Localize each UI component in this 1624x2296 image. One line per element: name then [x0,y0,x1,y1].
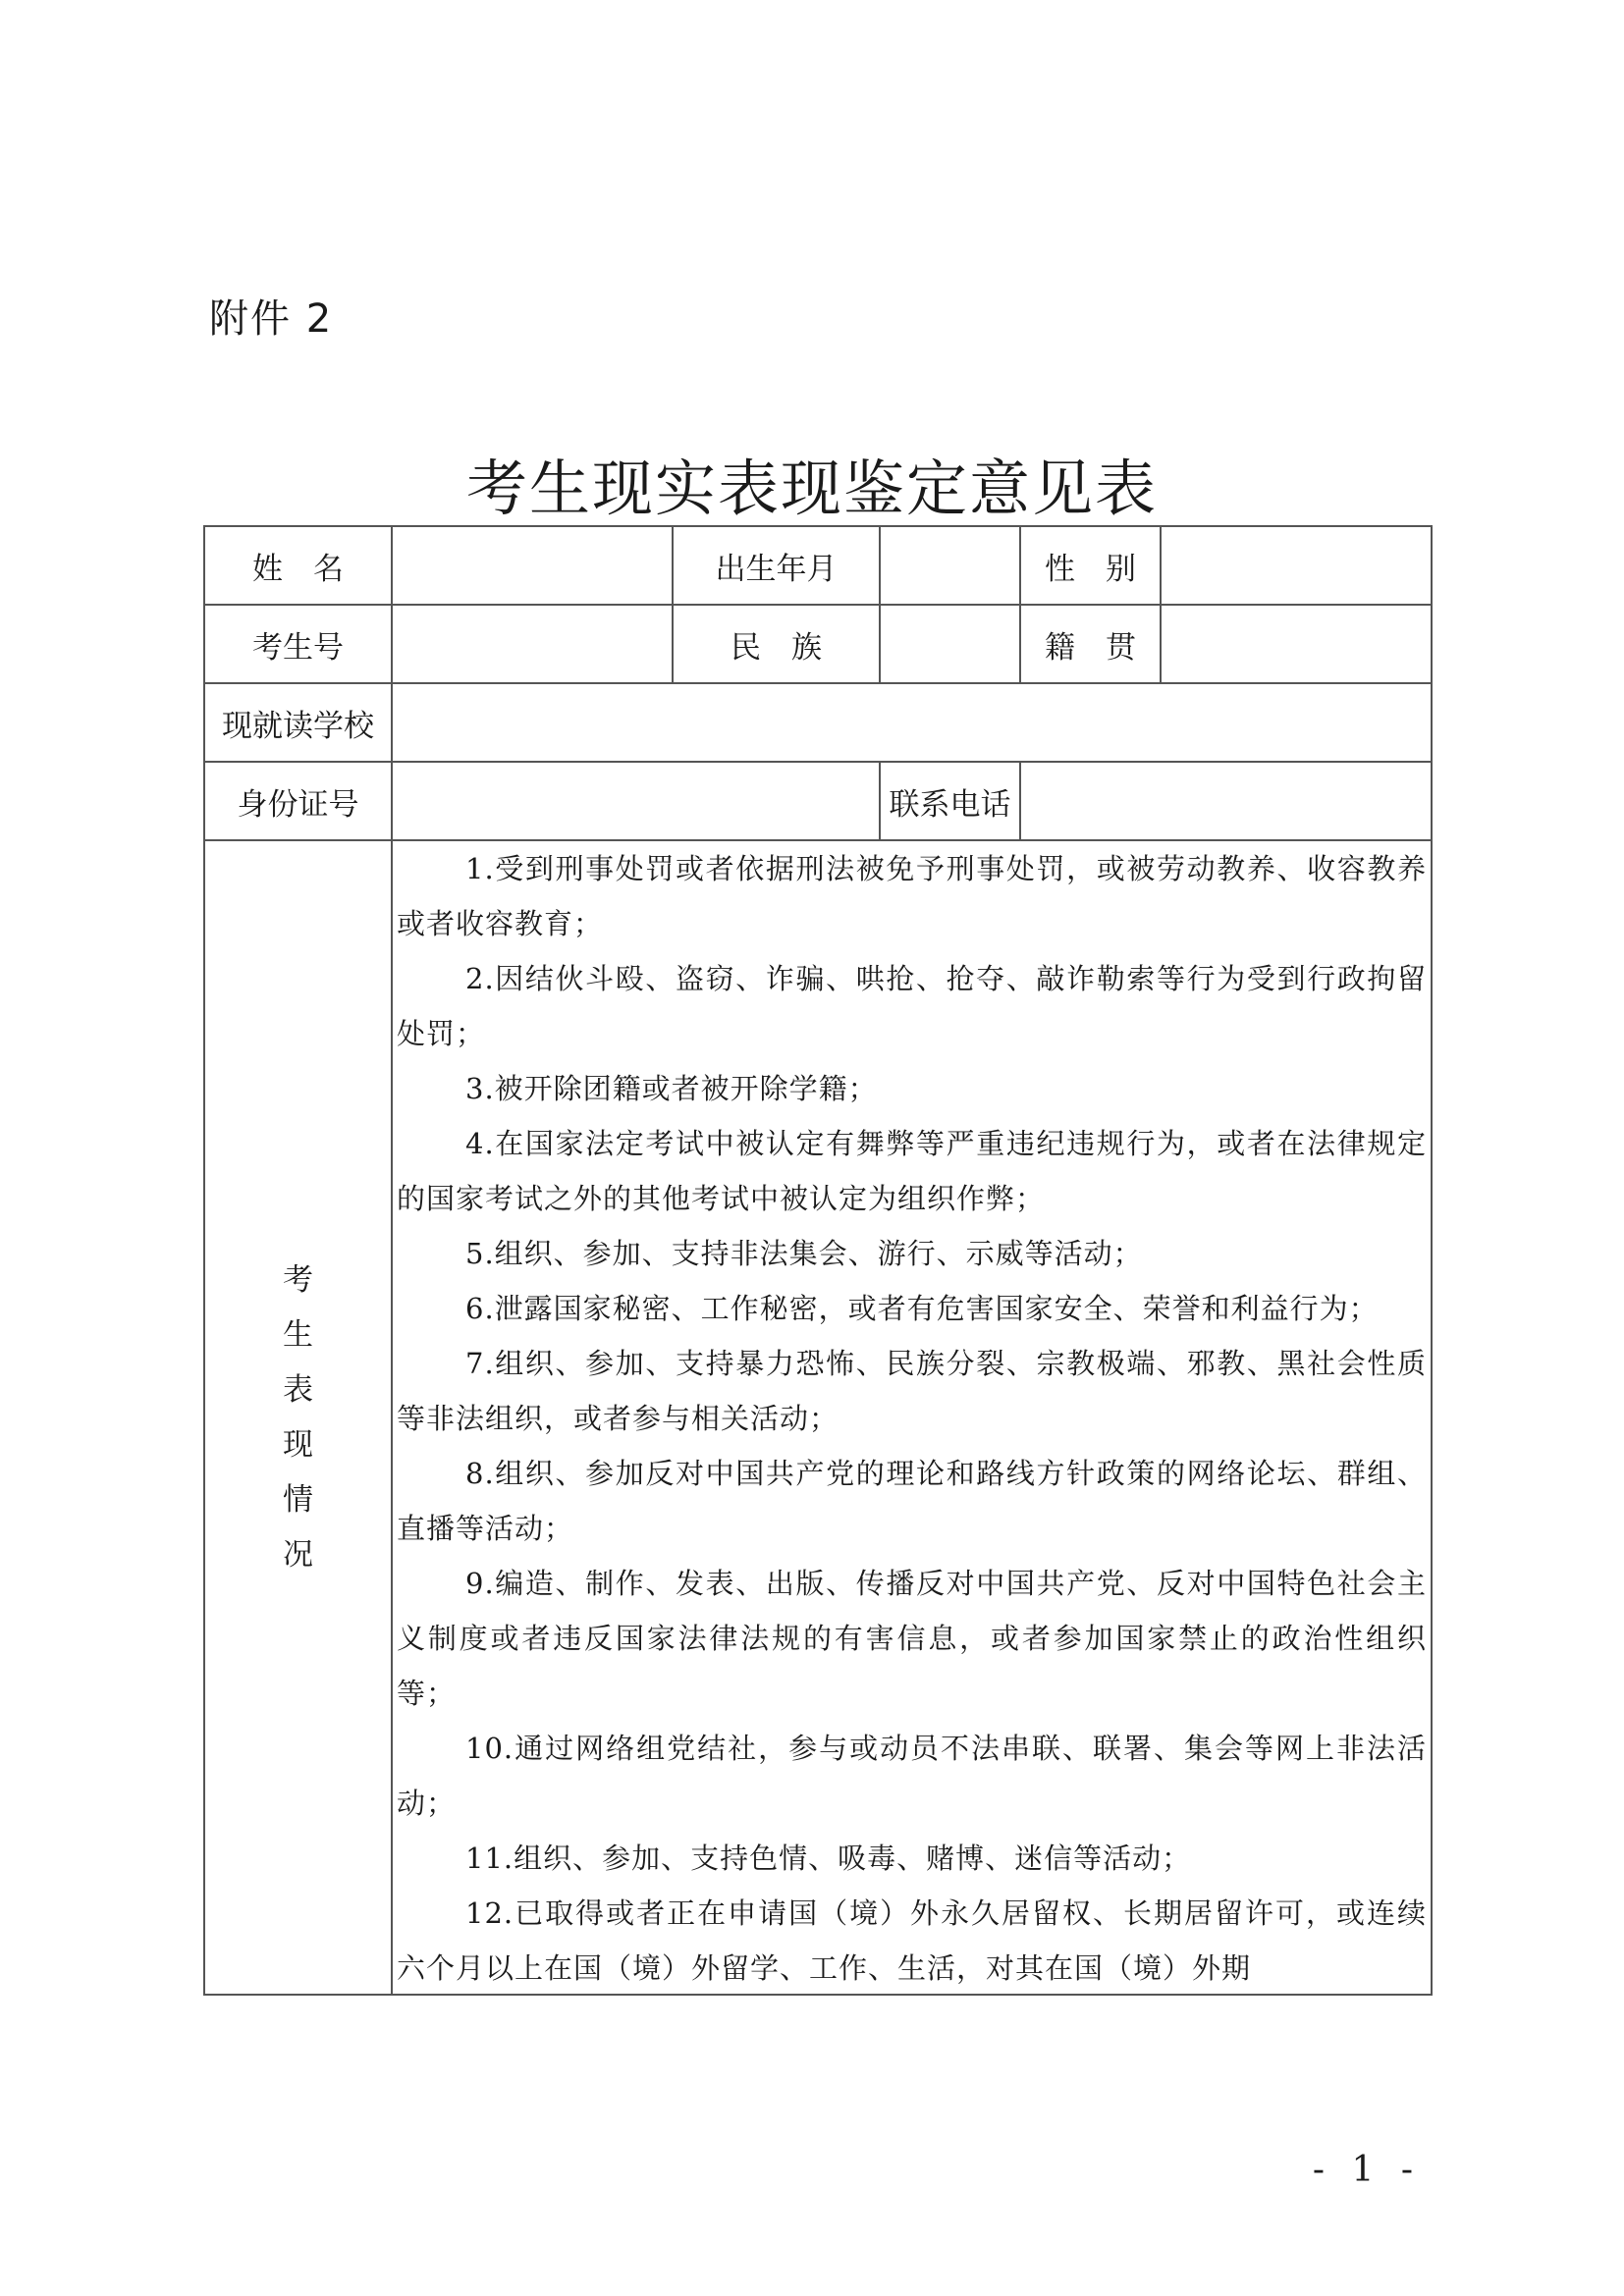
id-no-label: 身份证号 [204,762,392,840]
performance-char: 表 [283,1372,313,1408]
exam-no-label: 考生号 [204,605,392,683]
form-row-performance [204,840,1432,1995]
page-number: - 1 - [1312,2150,1421,2190]
rule-item: 6.泄露国家秘密、工作秘密，或者有危害国家安全、荣誉和利益行为； [465,1292,1379,1325]
rule-item: 7.组织、参加、支持暴力恐怖、民族分裂、宗教极端、邪教、黑社会性质等非法组织，或者参与相关活动； [397,1347,1427,1435]
native-place-field[interactable] [1161,605,1432,683]
performance-rules-cell [392,840,1432,1995]
birth-field[interactable] [880,526,1020,605]
name-label: 姓 名 [204,526,392,605]
native-place-label: 籍 贯 [1020,605,1161,683]
performance-char: 生 [283,1317,313,1353]
exam-no-field[interactable] [392,605,673,683]
school-field[interactable] [392,683,1432,762]
attachment-label: 附件 2 [209,296,334,342]
performance-label [205,841,391,1994]
rule-item: 4.在国家法定考试中被认定有舞弊等严重违纪违规行为，或者在法律规定的国家考试之外的其他考试中被认定为组织作弊； [397,1127,1427,1215]
evaluation-form-table [203,525,1433,1996]
performance-char: 现 [283,1427,313,1463]
phone-label: 联系电话 [880,762,1020,840]
ethnicity-label: 民 族 [673,605,880,683]
rule-item: 11.组织、参加、支持色情、吸毒、赌博、迷信等活动； [465,1842,1192,1875]
rule-item: 9.编造、制作、发表、出版、传播反对中国共产党、反对中国特色社会主义制度或者违反国家法律法规的有害信息，或者参加国家禁止的政治性组织等； [397,1567,1427,1710]
form-row-school [204,683,1432,762]
rule-item: 2.因结伙斗殴、盗窃、诈骗、哄抢、抢夺、敲诈勒索等行为受到行政拘留处罚； [397,962,1427,1050]
rule-item: 5.组织、参加、支持非法集会、游行、示威等活动； [465,1237,1143,1270]
form-row-exam [204,605,1432,683]
rule-item: 1.受到刑事处罚或者依据刑法被免予刑事处罚，或被劳动教养、收容教养或者收容教育； [397,852,1427,940]
performance-label-cell [204,840,392,1995]
rules-list [393,841,1431,1994]
rule-item: 3.被开除团籍或者被开除学籍； [465,1072,878,1105]
performance-char: 况 [283,1537,313,1573]
ethnicity-field[interactable] [880,605,1020,683]
birth-label: 出生年月 [673,526,880,605]
form-row-name [204,526,1432,605]
rule-item: 12.已取得或者正在申请国（境）外永久居留权、长期居留许可，或连续六个月以上在国（境）外留学、工作、生活，对其在国（境）外期 [397,1896,1427,1985]
rule-item: 8.组织、参加反对中国共产党的理论和路线方针政策的网络论坛、群组、直播等活动； [397,1457,1427,1545]
form-title: 考生现实表现鉴定意见表 [465,453,1158,524]
gender-field[interactable] [1161,526,1432,605]
rule-item: 10.通过网络组党结社，参与或动员不法串联、联署、集会等网上非法活动； [397,1732,1427,1820]
form-row-id [204,762,1432,840]
performance-char: 情 [283,1482,313,1518]
school-label: 现就读学校 [204,683,392,762]
performance-char: 考 [283,1262,313,1298]
id-no-field[interactable] [392,762,880,840]
name-field[interactable] [392,526,673,605]
gender-label: 性 别 [1020,526,1161,605]
phone-field[interactable] [1020,762,1432,840]
